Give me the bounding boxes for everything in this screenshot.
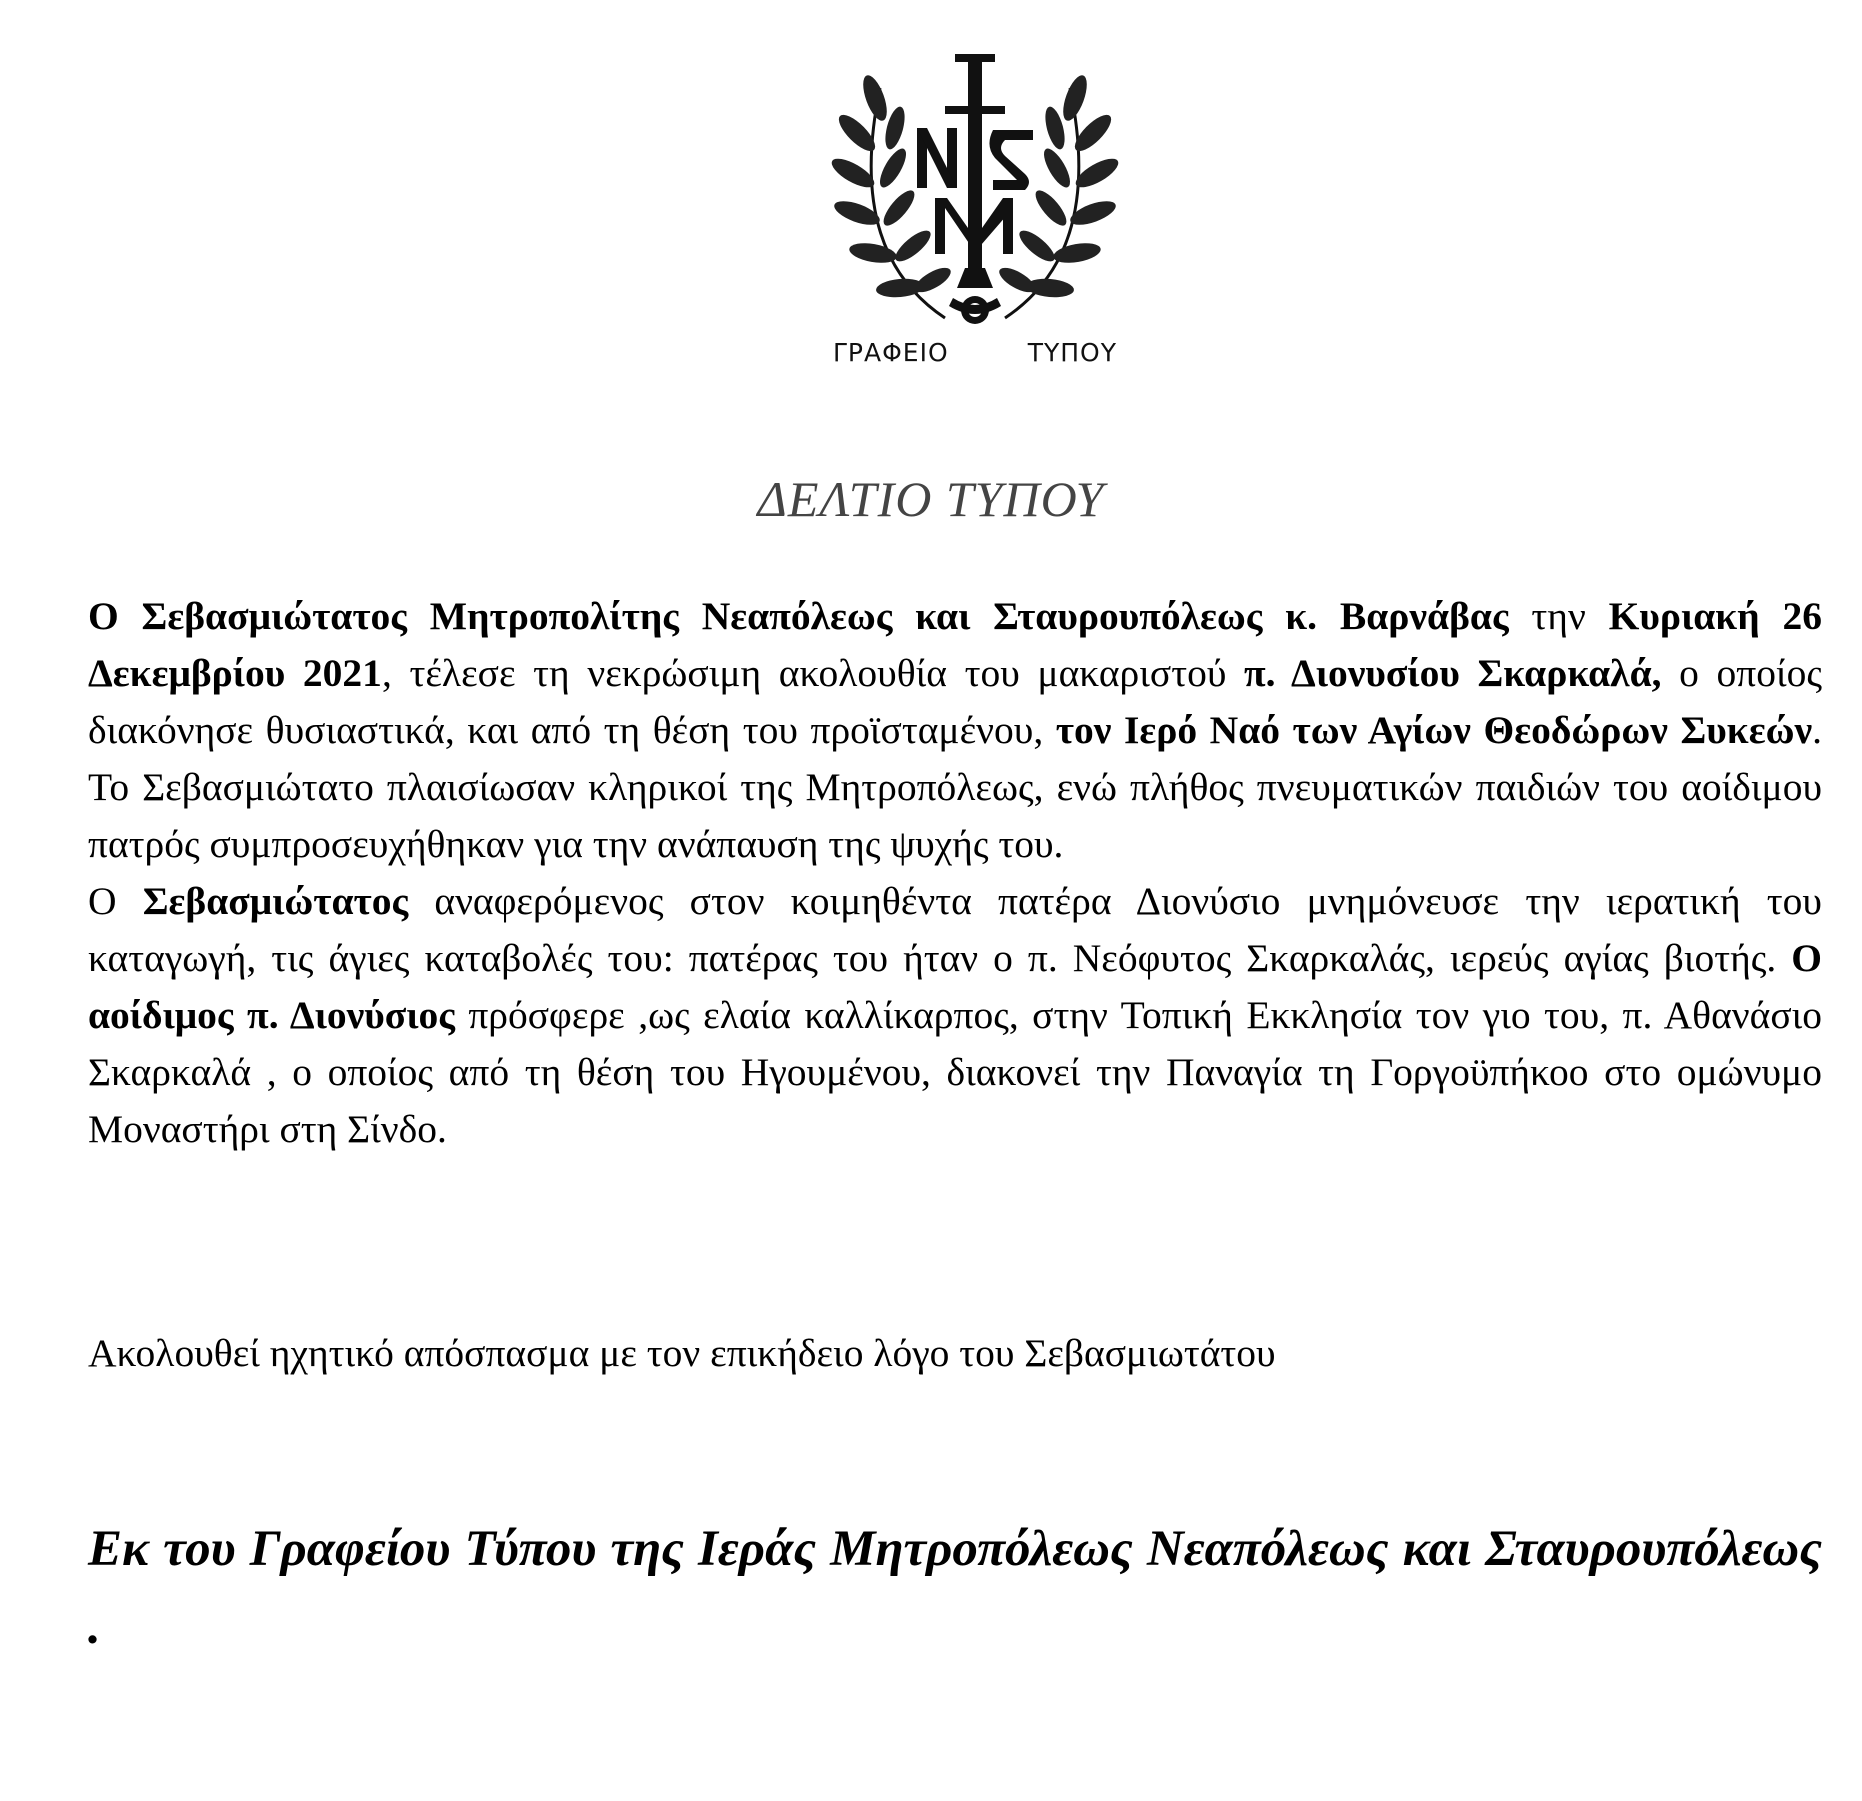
- wreath-monogram-icon: [825, 48, 1125, 338]
- press-release-body: [88, 588, 1822, 1158]
- paragraph1-run: την: [1508, 594, 1609, 638]
- paragraph2-run: πρόσφερε ,ως ελαία καλλίκαρπος, στην Τοπική Εκκλησία τον γιο του, π. Αθανάσιο Σκαρκαλά , ο οποίος από τη θέση του Ηγουμένου, διακονεί την Παναγία τη Γοργοϋπήκοο στο ομώνυμο Μοναστήρι στη Σίνδο.: [88, 993, 1822, 1151]
- paragraph1-run: Κυριακή 26 Δεκεμβρίου 2021: [88, 594, 1822, 695]
- paragraph2-run: αναφερόμενος στον κοιμηθέντα πατέρα Διονύσιο μνημόνευσε την ιερατική του καταγωγή, τις άγιες καταβολές του: πατέρας του ήταν ο π. Νεόφυτος Σκαρκαλάς, ιερεύς αγίας βιοτής.: [88, 879, 1822, 980]
- paragraph-1: [88, 588, 1822, 873]
- paragraph1-run: ο οποίος διακόνησε θυσιαστικά, και από τη θέση του προϊσταμένου,: [88, 651, 1822, 752]
- audio-note: Ακολουθεί ηχητικό απόσπασμα με τον επικήδειο λόγο του Σεβασμιωτάτου: [88, 1331, 1276, 1375]
- paragraph1-run: Ο Σεβασμιώτατος Μητροπολίτης Νεαπόλεως και Σταυρουπόλεως κ. Βαρνάβας: [88, 594, 1509, 638]
- press-office-signature: Εκ του Γραφείου Τύπου της Ιεράς Μητροπόλεως Νεαπόλεως και Σταυρουπόλεως .: [88, 1521, 1822, 1655]
- paragraph1-run: π. Διονυσίου Σκαρκαλά,: [1244, 651, 1662, 695]
- paragraph2-run: Ο αοίδιμος π. Διονύσιος: [88, 936, 1822, 1037]
- paragraph1-run: , τέλεσε τη νεκρώσιμη ακολουθία του μακαριστού: [381, 651, 1245, 695]
- logo-caption: [825, 338, 1125, 378]
- logo-caption-right: ΤΥΠΟΥ: [1027, 338, 1117, 367]
- logo-caption-left: ΓΡΑΦΕΙΟ: [833, 338, 949, 367]
- paragraph1-run: . Το Σεβασμιώτατο πλαισίωσαν κληρικοί της Μητροπόλεως, ενώ πλήθος πνευματικών παιδιών του αοίδιμου πατρός συμπροσευχήθηκαν για την ανάπαυση της ψυχής του.: [88, 708, 1822, 866]
- paragraph-2: [88, 873, 1822, 1158]
- paragraph2-run: Σεβασμιώτατος: [142, 879, 409, 923]
- page-title: ΔΕΛΤΙΟ ΤΥΠΟΥ: [757, 471, 1105, 527]
- paragraph2-run: Ο: [88, 879, 143, 923]
- paragraph1-run: τον Ιερό Ναό των Αγίων Θεοδώρων Συκεών: [1055, 708, 1813, 752]
- press-office-logo: [825, 48, 1125, 408]
